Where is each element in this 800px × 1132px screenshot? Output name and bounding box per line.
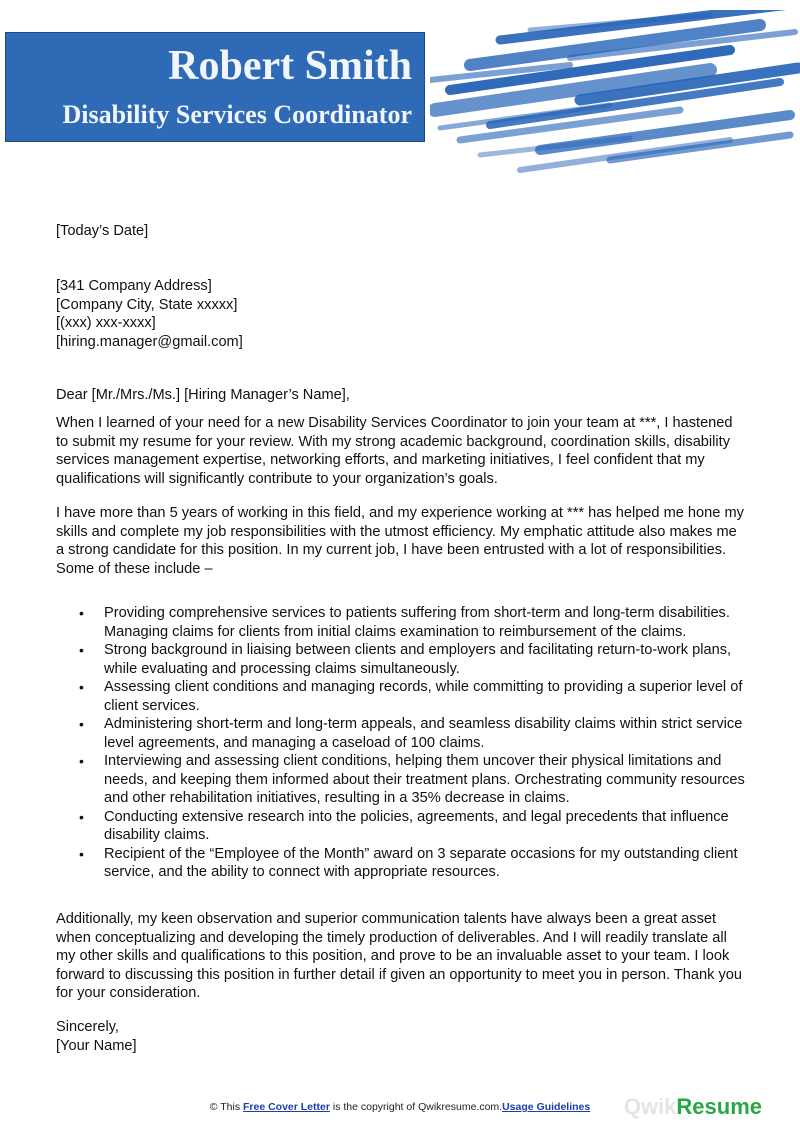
usage-guidelines-link[interactable]: Usage Guidelines — [502, 1101, 591, 1113]
bullet-icon: • — [79, 753, 84, 769]
footer-text: © This — [209, 1101, 243, 1113]
list-item — [56, 678, 746, 715]
decorative-streak — [470, 25, 760, 65]
list-item-text: Assessing client conditions and managing records, while committing to providing a superior level of client services. — [104, 679, 743, 714]
bullet-icon: • — [79, 605, 84, 621]
list-item — [56, 808, 746, 845]
signature: [Your Name] — [56, 1037, 137, 1054]
applicant-name: Robert Smith — [168, 43, 412, 89]
list-item — [56, 641, 746, 678]
list-item — [56, 715, 746, 752]
bullet-icon: • — [79, 808, 84, 825]
body-paragraph-2: I have more than 5 years of working in this field, and my experience working at *** has helped me hone my skills and complete my job responsibilities with the utmost efficiency. My emphatic attitude also makes me a strong candidate for this position. In my current job, I have been entrusted with a lot of responsibilities. Some of these include – — [56, 505, 744, 577]
logo-part-resume: Resume — [676, 1094, 762, 1119]
applicant-job-title: Disability Services Coordinator — [62, 100, 412, 129]
list-item — [56, 604, 746, 641]
list-item-text: Providing comprehensive services to patients suffering from short-term and long-term disabilities. Managing claims for clients from initial claims examination to reimbursement of the claims. — [104, 605, 730, 640]
body-paragraph-3: Additionally, my keen observation and superior communication talents have always been a great asset when conceptualizing and developing the timely production of deliverables. And I will readily translate all my other skills and qualifications to this position, and prove to be an invaluable asset to your team. I look forward to discussing this position in further detail if given an opportunity to meet you in person. Thank you for your consideration. — [56, 911, 743, 1001]
bullet-icon: • — [79, 642, 84, 658]
list-item-text: Interviewing and assessing client conditions, helping them uncover their physical limitations and needs, and keeping them informed about their treatment plans. Orchestrating community resources and other rehabilitation initiatives, resulting in a 35% decrease in claims. — [104, 753, 745, 806]
bullet-icon: • — [79, 679, 84, 695]
list-item-text: Conducting extensive research into the policies, agreements, and legal precedents that influence disability claims. — [104, 808, 729, 843]
header-banner — [5, 32, 425, 142]
free-cover-letter-link[interactable]: Free Cover Letter — [242, 1101, 330, 1113]
list-item — [56, 845, 746, 882]
footer-text: is the copyright of Qwikresume.com. — [329, 1101, 503, 1113]
list-item-text: Strong background in liaising between clients and employers and facilitating return-to-work plans, while evaluating and processing claims simultaneously. — [104, 642, 732, 677]
closing: Sincerely, — [56, 1019, 119, 1035]
decorative-streaks — [430, 10, 800, 185]
address-line: [Company City, State xxxxx] — [56, 296, 238, 313]
date-line — [56, 222, 746, 241]
address-line: [341 Company Address] — [56, 278, 212, 294]
letter-date: [Today’s Date] — [56, 223, 149, 239]
responsibilities-list — [56, 604, 746, 882]
bullet-icon: • — [79, 845, 84, 862]
bullet-icon: • — [79, 716, 84, 732]
address-line: [hiring.manager@gmail.com] — [56, 333, 243, 350]
list-item-text: Administering short-term and long-term appeals, and seamless disability claims within strict service level agreements, and managing a caseload of 100 claims. — [104, 716, 743, 751]
logo-part-qwik: Qwik — [623, 1094, 677, 1119]
list-item — [56, 752, 746, 808]
address-line: [(xxx) xxx-xxxx] — [56, 315, 156, 331]
body-paragraph-1: When I learned of your need for a new Disability Services Coordinator to join your team at ***, I hastened to submit my resume for your review. With my strong academic background, coordination skills, disability services management expertise, networking efforts, and marketing initiatives, I feel confident that my qualifications will significantly contribute to your organization’s goals. — [56, 415, 733, 487]
qwikresume-logo — [624, 1094, 762, 1120]
list-item-text: Recipient of the “Employee of the Month” award on 3 separate occasions for my outstanding client service, and the ability to connect with appropriate resources. — [104, 845, 738, 880]
recipient-address — [56, 277, 746, 351]
salutation: Dear [Mr./Mrs./Ms.] [Hiring Manager’s Name], — [56, 387, 350, 403]
